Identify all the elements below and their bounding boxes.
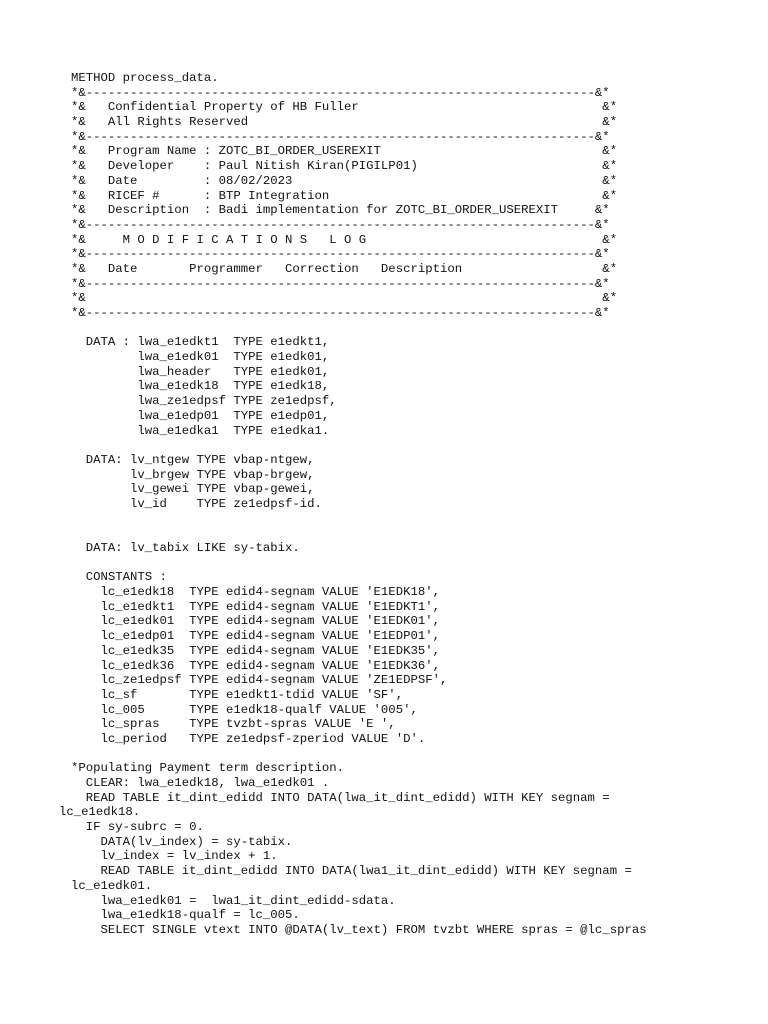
- header-comment-line: *& All Rights Reserved &*: [71, 115, 618, 130]
- code-line: lc_e1edk36 TYPE edid4-segnam VALUE 'E1EDK36',: [71, 658, 440, 673]
- code-line: lwa_e1edk01 TYPE e1edk01,: [71, 350, 330, 365]
- code-line: DATA : lwa_e1edkt1 TYPE e1edkt1,: [71, 335, 330, 350]
- code-line: lc_period TYPE ze1edpsf-zperiod VALUE 'D'.: [71, 731, 426, 746]
- comment-border-line: *&---------------------------------------------------------------------&*: [71, 247, 610, 262]
- code-line: CLEAR: lwa_e1edk18, lwa_e1edk01 .: [71, 776, 330, 790]
- code-line: DATA: lv_tabix LIKE sy-tabix.: [71, 541, 300, 555]
- code-line: lc_spras TYPE tvzbt-spras VALUE 'E ',: [71, 717, 396, 732]
- comment-border-line: *&---------------------------------------------------------------------&*: [71, 276, 610, 291]
- code-line: DATA: lv_ntgew TYPE vbap-ntgew,: [71, 452, 315, 467]
- comment-border-line: *&---------------------------------------------------------------------&*: [71, 217, 610, 232]
- code-line: lc_e1edp01 TYPE edid4-segnam VALUE 'E1EDP01',: [71, 629, 440, 644]
- comment-border-line: *&---------------------------------------------------------------------&*: [71, 129, 610, 144]
- header-comment-line: *& Date : 08/02/2023 &*: [71, 173, 618, 188]
- code-line: lwa_ze1edpsf TYPE ze1edpsf,: [71, 394, 337, 409]
- code-line: lwa_header TYPE e1edk01,: [71, 364, 330, 379]
- code-line: lc_e1edk01 TYPE edid4-segnam VALUE 'E1EDK01',: [71, 614, 440, 629]
- code-line: lv_id TYPE ze1edpsf-id.: [71, 496, 322, 511]
- comment-border-line: *&---------------------------------------------------------------------&*: [71, 306, 610, 320]
- code-document: [59, 71, 751, 938]
- code-line: SELECT SINGLE vtext INTO @DATA(lv_text) FROM tvzbt WHERE spras = @lc_spras: [71, 922, 647, 937]
- code-line: CONSTANTS :: [71, 570, 167, 585]
- code-line: lc_e1edk18 TYPE edid4-segnam VALUE 'E1EDK18',: [71, 585, 440, 600]
- code-line: lc_sf TYPE e1edkt1-tdid VALUE 'SF',: [71, 687, 404, 702]
- header-comment-line: *& Confidential Property of HB Fuller &*: [71, 100, 618, 115]
- wrapped-code-line: lc_e1edk01.: [71, 878, 153, 893]
- header-comment-line: *& Program Name : ZOTC_BI_ORDER_USEREXIT &*: [71, 144, 618, 159]
- header-comment-line: *& &*: [71, 291, 618, 306]
- code-line: DATA(lv_index) = sy-tabix.: [71, 834, 293, 849]
- code-line: lv_gewei TYPE vbap-gewei,: [71, 482, 315, 497]
- header-comment-line: *& Developer : Paul Nitish Kiran(PIGILP01) &*: [71, 159, 618, 174]
- code-line: lc_ze1edpsf TYPE edid4-segnam VALUE 'ZE1EDPSF',: [71, 673, 448, 688]
- blank-line: [71, 321, 751, 336]
- comment-line: *Populating Payment term description.: [71, 761, 345, 776]
- header-comment-line: *& Date Programmer Correction Description &*: [71, 261, 618, 276]
- blank-line: [71, 526, 751, 541]
- blank-line: [71, 512, 751, 527]
- blank-line: [71, 556, 751, 571]
- code-line: lwa_e1edk18-qualf = lc_005.: [71, 908, 300, 923]
- code-line: lv_brgew TYPE vbap-brgew,: [71, 467, 315, 482]
- code-line: IF sy-subrc = 0.: [71, 820, 204, 835]
- code-line: lc_005 TYPE e1edk18-qualf VALUE '005',: [71, 702, 418, 717]
- code-line: READ TABLE it_dint_edidd INTO DATA(lwa1_it_dint_edidd) WITH KEY segnam =: [71, 864, 632, 879]
- code-line: lwa_e1edp01 TYPE e1edp01,: [71, 408, 330, 423]
- code-line: lwa_e1edk01 = lwa1_it_dint_edidd-sdata.: [71, 893, 396, 908]
- code-line: METHOD process_data.: [71, 71, 219, 85]
- blank-line: [71, 438, 751, 453]
- code-line: lv_index = lv_index + 1.: [71, 849, 278, 864]
- wrapped-code-line: lc_e1edk18.: [59, 805, 141, 820]
- header-comment-line: *& Description : Badi implementation for ZOTC_BI_ORDER_USEREXIT &*: [71, 203, 610, 218]
- header-comment-line: *& RICEF # : BTP Integration &*: [71, 188, 618, 203]
- blank-line: [71, 747, 751, 762]
- code-line: lwa_e1edk18 TYPE e1edk18,: [71, 379, 330, 394]
- code-line: lwa_e1edka1 TYPE e1edka1.: [71, 423, 330, 438]
- comment-border-line: *&---------------------------------------------------------------------&*: [71, 85, 610, 100]
- header-comment-line: *& M O D I F I C A T I O N S L O G &*: [71, 232, 618, 247]
- code-line: READ TABLE it_dint_edidd INTO DATA(lwa_it_dint_edidd) WITH KEY segnam =: [71, 790, 610, 805]
- code-line: lc_e1edk35 TYPE edid4-segnam VALUE 'E1EDK35',: [71, 643, 440, 658]
- code-line: lc_e1edkt1 TYPE edid4-segnam VALUE 'E1EDKT1',: [71, 599, 440, 614]
